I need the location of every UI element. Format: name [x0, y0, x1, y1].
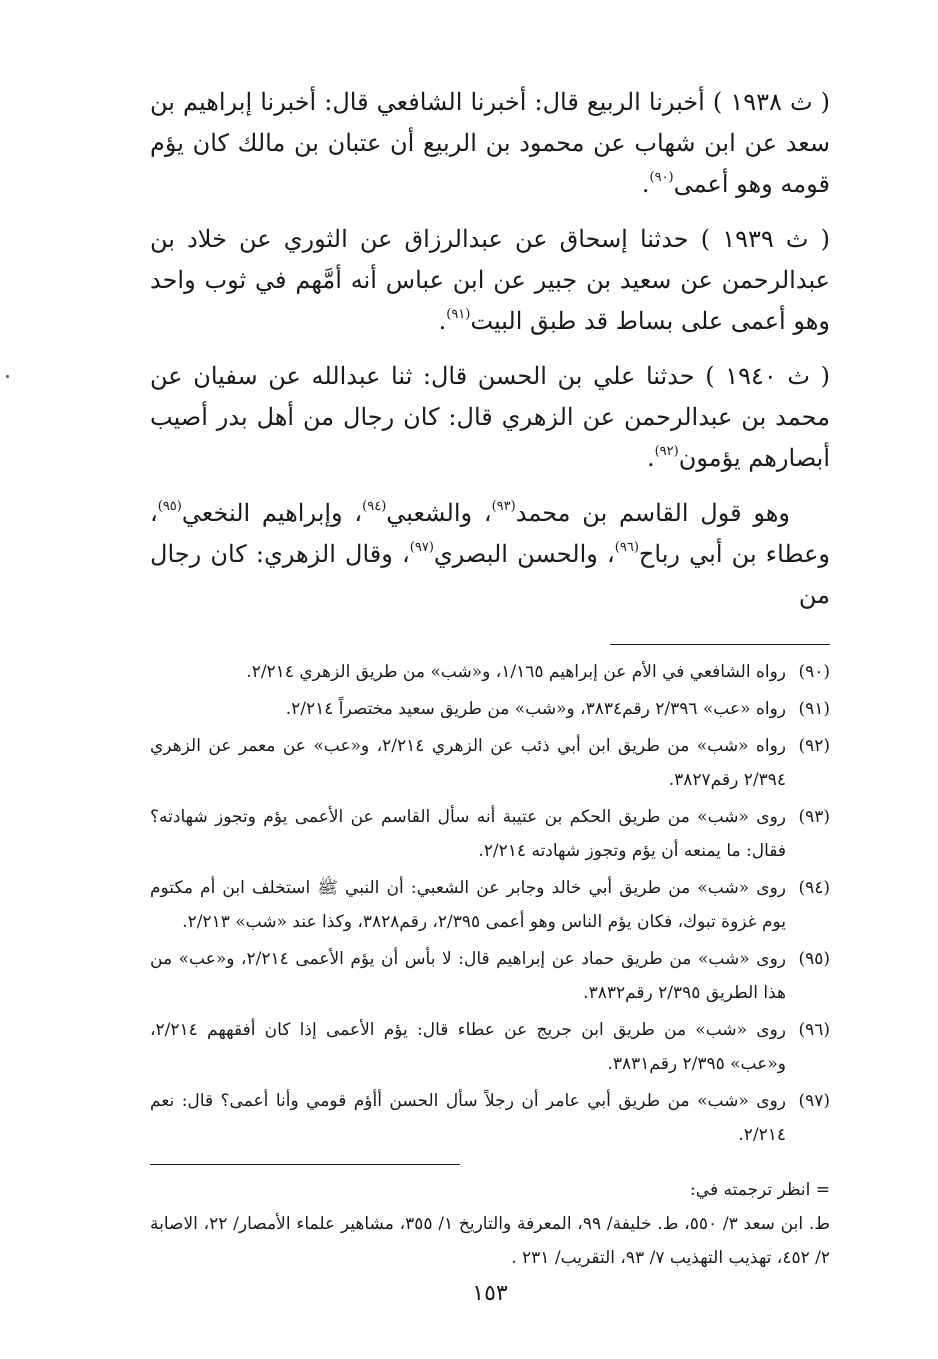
footnote-text: روى «شب» من طريق أبي عامر أن رجلاً سأل الحسن أأؤم قومي وأنا أعمى؟ قال: نعم ٢/٢١٤.	[150, 1091, 786, 1145]
athar-1938-text: ( ث ١٩٣٨ ) أخبرنا الربيع قال: أخبرنا الشافعي قال: أخبرنا إبراهيم بن سعد عن ابن شهاب عن محمود بن الربيع أن عتبان بن مالك كان يؤم قومه وهو أعمى	[150, 88, 830, 198]
footnote-number: (٩٥)	[798, 949, 830, 969]
footnote-number: (٩٤)	[798, 878, 830, 898]
footnote-text: روى «شب» من طريق حماد عن إبراهيم قال: لا بأس أن يؤم الأعمى ٢/٢١٤، و«عب» من هذا الطريق ٢/٣٩٥ رقم٣٨٣٢.	[150, 949, 786, 1003]
summary-part-5: ، والحسن البصري	[433, 540, 615, 568]
footnote-97	[150, 1084, 830, 1152]
footnote-ref-95: (٩٥)	[157, 499, 182, 514]
footnote-text: روى «شب» من طريق ابن جريج عن عطاء قال: يؤم الأعمى إذا كان أفقههم ٢/٢١٤، و«عب» ٢/٣٩٥ رقم٣٨٣١.	[150, 1020, 786, 1074]
athar-1938-end: .	[641, 170, 650, 198]
footnote-text: رواه «عب» ٢/٣٩٦ رقم٣٨٣٤، و«شب» من طريق سعيد مختصراً ٢/٢١٤.	[285, 699, 786, 719]
footnote-90	[150, 655, 830, 689]
summary-part-4: ، وعطاء بن أبي رباح	[150, 499, 830, 568]
athar-1938	[150, 82, 830, 205]
book-page	[150, 82, 830, 1306]
footnote-text: روى «شب» من طريق الحكم بن عتيبة أنه سأل القاسم عن الأعمى يؤم وتجوز شهادته؟ فقال: ما يمنعه أن يؤم وتجوز شهادته ٢/٢١٤.	[150, 807, 786, 861]
footnote-ref-94: (٩٤)	[362, 499, 387, 514]
summary-part-2: ، والشعبي	[386, 499, 492, 527]
scan-speck	[6, 375, 9, 378]
athar-1940	[150, 356, 830, 479]
footnotes	[150, 655, 830, 1152]
summary-part-6: ، وقال الزهري: كان رجال من	[150, 540, 830, 609]
footnote-ref-93: (٩٣)	[491, 499, 516, 514]
footnote-number: (٩٦)	[798, 1020, 830, 1040]
footnote-95	[150, 942, 830, 1010]
footnote-91	[150, 692, 830, 726]
footnote-text: رواه «شب» من طريق ابن أبي ذئب عن الزهري ٢/٢١٤، و«عب» عن معمر عن الزهري ٢/٣٩٤ رقم٣٨٢٧.	[150, 736, 786, 790]
athar-1940-end: .	[646, 444, 655, 472]
footnote-92	[150, 729, 830, 797]
footnote-number: (٩١)	[798, 699, 830, 719]
footnote-text: روى «شب» من طريق أبي خالد وجابر عن الشعبي: أن النبي ﷺ استخلف ابن أم مكتوم يوم غزوة تبوك، فكان يؤم الناس وهو أعمى ٢/٣٩٥، رقم٣٨٢٨، وكذا عند «شب» ٢/٢١٣.	[150, 878, 786, 932]
biography-sources: ط. ابن سعد ٣/ ٥٥٠، ط. خليفة/ ٩٩، المعرفة والتاريخ ١/ ٣٥٥، مشاهير علماء الأمصار/ ٢٢، الاصابة ٢/ ٤٥٢، تهذيب التهذيب ٧/ ٩٣، التقريب/ ٢٣١ .	[150, 1214, 830, 1268]
biography-lead: = انظر ترجمته في:	[690, 1180, 830, 1200]
page-number: ١٥٣	[472, 1281, 508, 1306]
summary-part-3: ، وإبراهيم النخعي	[181, 499, 363, 527]
athar-1939-end: .	[438, 307, 447, 335]
footnote-93	[150, 800, 830, 868]
biography-references	[150, 1173, 830, 1275]
footnote-ref-92: (٩٢)	[654, 444, 679, 459]
main-text	[150, 82, 830, 616]
footnote-divider	[610, 644, 830, 645]
footnote-ref-96: (٩٦)	[614, 540, 639, 555]
footnote-94	[150, 871, 830, 939]
footnote-number: (٩٧)	[798, 1091, 830, 1111]
athar-1939-text: ( ث ١٩٣٩ ) حدثنا إسحاق عن عبدالرزاق عن الثوري عن خلاد بن عبدالرحمن عن سعيد بن جبير عن ابن عباس أنه أمَّهم في ثوب واحد وهو أعمى على بساط قد طبق البيت	[150, 225, 831, 335]
footnote-number: (٩٠)	[798, 662, 830, 682]
athar-1939	[150, 219, 830, 342]
biography-divider	[150, 1164, 460, 1165]
footnote-ref-91: (٩١)	[446, 307, 471, 322]
footnote-text: رواه الشافعي في الأم عن إبراهيم ١/١٦٥، و«شب» من طريق الزهري ٢/٢١٤.	[246, 662, 786, 682]
athar-1940-text: ( ث ١٩٤٠ ) حدثنا علي بن الحسن قال: ثنا عبدالله عن سفيان عن محمد بن عبدالرحمن عن الزهري قال: كان رجال من أهل بدر أصيب أبصارهم يؤمون	[150, 362, 830, 472]
footnote-number: (٩٣)	[798, 807, 830, 827]
footnote-number: (٩٢)	[798, 736, 830, 756]
summary-part-1: وهو قول القاسم بن محمد	[515, 499, 790, 527]
footnote-96	[150, 1013, 830, 1081]
footnote-ref-90: (٩٠)	[649, 170, 674, 185]
summary-paragraph	[150, 493, 830, 616]
footnote-ref-97: (٩٧)	[409, 540, 434, 555]
